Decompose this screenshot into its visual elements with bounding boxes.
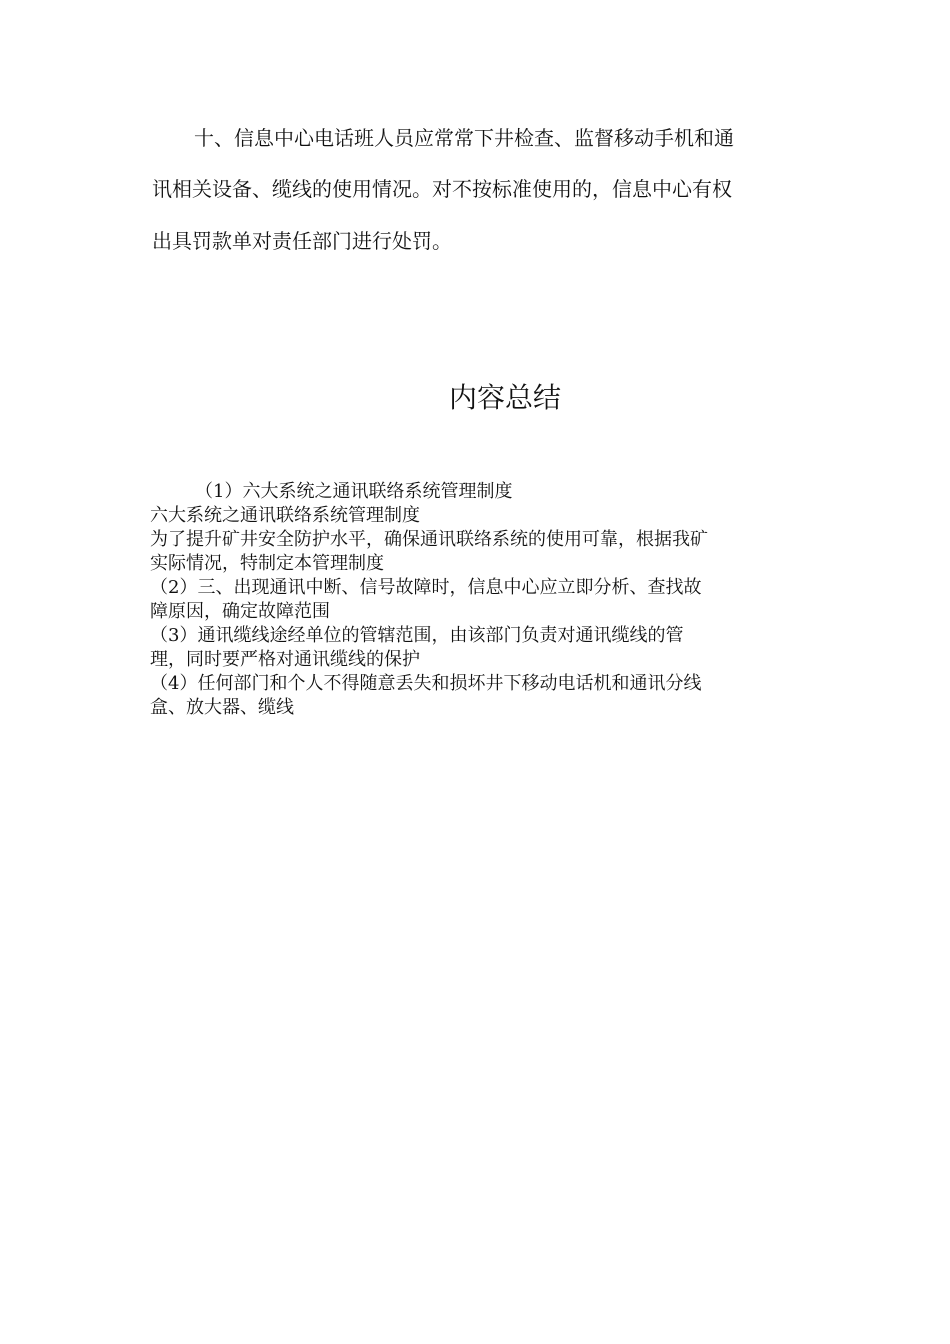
summary-body [150, 480, 810, 720]
section-ten-line-2: 讯相关设备、缆线的使用情况。对不按标准使用的，信息中心有权 [152, 177, 732, 201]
summary-title: 内容总结 [448, 381, 561, 414]
summary-line-3: 为了提升矿井安全防护水平，确保通讯联络系统的使用可靠，根据我矿 [150, 529, 708, 550]
summary-line-1: （1）六大系统之通讯联络系统管理制度 [195, 481, 513, 502]
summary-line-9: （4）任何部门和个人不得随意丢失和损坏井下移动电话机和通讯分线 [150, 673, 702, 694]
section-ten-line-1: 十、信息中心电话班人员应常常下井检查、监督移动手机和通 [194, 126, 734, 150]
summary-line-10: 盒、放大器、缆线 [150, 697, 294, 718]
summary-line-8: 理，同时要严格对通讯缆线的保护 [150, 649, 420, 670]
section-ten-line-3: 出具罚款单对责任部门进行处罚。 [152, 229, 452, 253]
summary-line-2: 六大系统之通讯联络系统管理制度 [150, 505, 420, 526]
summary-line-4: 实际情况，特制定本管理制度 [150, 553, 384, 574]
summary-line-7: （3）通讯缆线途经单位的管辖范围，由该部门负责对通讯缆线的管 [150, 625, 684, 646]
summary-line-5: （2）三、出现通讯中断、信号故障时，信息中心应立即分析、查找故 [150, 577, 702, 598]
summary-line-6: 障原因，确定故障范围 [150, 601, 330, 622]
